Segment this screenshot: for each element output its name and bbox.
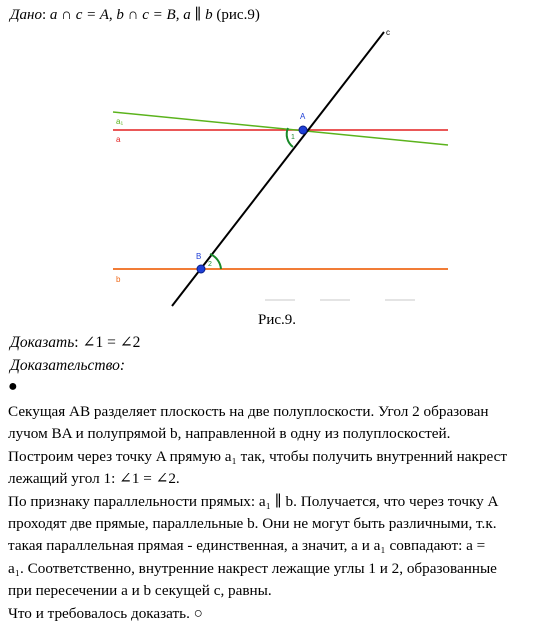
- label-a: a: [116, 135, 121, 144]
- proof-line: при пересечении a и b секущей c, равны.: [8, 582, 272, 600]
- proof-line: По признаку параллельности прямых: a₁ ∥ b. Получается, что через точку A: [8, 492, 499, 510]
- label-a1: a₁: [116, 117, 124, 126]
- label-angle1: 1: [291, 134, 295, 141]
- figure-caption: Рис.9.: [258, 312, 297, 328]
- label-c: c: [386, 28, 390, 37]
- conclusion: Что и требовалось доказать. ○: [8, 604, 203, 622]
- proof-body: [8, 401, 548, 625]
- point-B: [197, 265, 205, 273]
- ghost-artifact: [265, 299, 295, 301]
- label-angle2: 2: [208, 261, 212, 268]
- proof-line: лежащий угол 1: ∠1 = ∠2.: [8, 470, 180, 488]
- prove-line: Доказать: ∠1 = ∠2: [10, 334, 141, 351]
- bullet-marker: ●: [8, 378, 18, 395]
- prove-label: Доказать: [10, 334, 75, 351]
- prove-statement: ∠1 = ∠2: [82, 334, 141, 351]
- given-ref: (рис.9): [212, 7, 260, 23]
- ghost-artifact: [385, 299, 415, 301]
- line-c: [172, 32, 384, 306]
- proof-line: проходят две прямые, параллельные b. Они не могут быть различными, т.к.: [8, 515, 497, 533]
- given-line: Дано: a ∩ c = A, b ∩ c = B, a ∥ b (рис.9): [10, 7, 260, 23]
- label-A: A: [300, 112, 306, 121]
- proof-line: лучом BA и полупрямой b, направленной в одну из полуплоскостей.: [8, 425, 451, 443]
- proof-line: Секущая AB разделяет плоскость на две полуплоскости. Угол 2 образован: [8, 403, 489, 420]
- proof-line: такая параллельная прямая - единственная, а значит, a и a₁ совпадают: a =: [8, 537, 486, 555]
- label-b: b: [116, 275, 121, 284]
- ghost-artifact: [320, 299, 350, 301]
- given-label: Дано: [10, 7, 42, 23]
- line-a1: [113, 112, 448, 145]
- proof-line: Построим через точку A прямую a₁ так, чтобы получить внутренний накрест: [8, 447, 508, 465]
- given-formula: a ∩ c = A, b ∩ c = B, a ∥ b: [49, 7, 213, 23]
- label-B: B: [196, 252, 202, 261]
- point-A: [299, 126, 307, 134]
- proof-label: Доказательство:: [10, 357, 126, 374]
- proof-line: a₁. Соответственно, внутренние накрест лежащие углы 1 и 2, образованные: [8, 559, 497, 577]
